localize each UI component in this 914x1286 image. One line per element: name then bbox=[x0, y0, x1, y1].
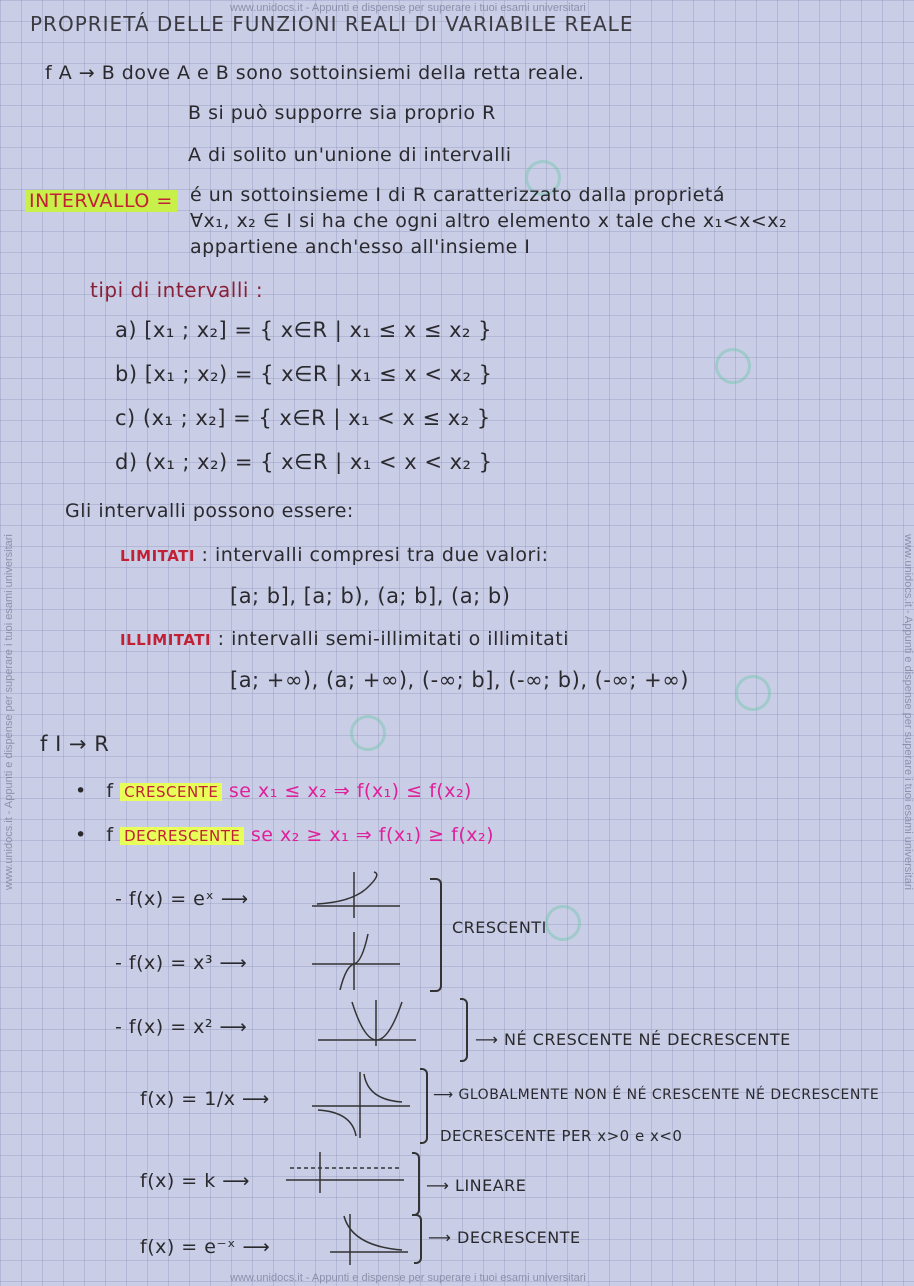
example-square: - f(x) = x² ⟶ bbox=[115, 1016, 248, 1038]
neg-exp-brace bbox=[414, 1214, 422, 1264]
illimitati-examples: [a; +∞), (a; +∞), (-∞; b], (-∞; b), (-∞; +∞) bbox=[230, 668, 689, 692]
crescente-label: CRESCENTE bbox=[120, 783, 222, 801]
graph-cube bbox=[312, 930, 402, 992]
watermark-left: www.unidocs.it - Appunti e dispense per superare i tuoi esami universitari bbox=[3, 534, 15, 890]
limitati-examples: [a; b], [a; b), (a; b], (a; b) bbox=[230, 584, 511, 608]
constant-brace bbox=[412, 1152, 420, 1216]
intervallo-def-3: appartiene anch'esso all'insieme I bbox=[190, 236, 531, 258]
watermark-stamp-icon bbox=[545, 905, 581, 941]
interval-type-a: a) [x₁ ; x₂] = { x∈R | x₁ ≤ x ≤ x₂ } bbox=[115, 318, 493, 342]
example-neg-exp: f(x) = e⁻ˣ ⟶ bbox=[140, 1236, 271, 1258]
interval-type-c: c) (x₁ ; x₂] = { x∈R | x₁ < x ≤ x₂ } bbox=[115, 406, 491, 430]
graph-reciprocal bbox=[312, 1070, 412, 1140]
graph-constant bbox=[286, 1150, 406, 1195]
watermark-stamp-icon bbox=[715, 348, 751, 384]
illimitati-label: ILLIMITATI bbox=[120, 631, 212, 649]
decrescente-label: DECRESCENTE bbox=[120, 827, 244, 845]
graph-exp bbox=[312, 870, 402, 920]
illimitati-desc: : intervalli semi-illimitati o illimitati bbox=[217, 628, 570, 650]
limitati-desc: : intervalli compresi tra due valori: bbox=[201, 544, 549, 566]
square-note: ⟶ NÉ CRESCENTE NÉ DECRESCENTE bbox=[475, 1030, 791, 1049]
watermark-stamp-icon bbox=[350, 715, 386, 751]
crescente-result: f(x₁) ≤ f(x₂) bbox=[356, 780, 472, 802]
reciprocal-decrescente-per: DECRESCENTE PER x>0 e x<0 bbox=[440, 1127, 683, 1145]
crescente-row bbox=[75, 780, 472, 802]
watermark-top: www.unidocs.it - Appunti e dispense per superare i tuoi esami universitari bbox=[230, 2, 586, 14]
reciprocal-note: ⟶ GLOBALMENTE NON É NÉ CRESCENTE NÉ DECRESCENTE bbox=[433, 1087, 880, 1103]
neg-exp-note: ⟶ DECRESCENTE bbox=[428, 1228, 581, 1247]
intervallo-def-1: é un sottoinsieme I di R caratterizzato dalla proprietá bbox=[190, 184, 725, 206]
tipi-heading: tipi di intervalli : bbox=[90, 278, 264, 302]
constant-note: ⟶ LINEARE bbox=[426, 1176, 527, 1195]
intervalli-possono: Gli intervalli possono essere: bbox=[65, 500, 354, 522]
watermark-bottom: www.unidocs.it - Appunti e dispense per superare i tuoi esami universitari bbox=[230, 1272, 586, 1284]
decrescente-result: f(x₁) ≥ f(x₂) bbox=[378, 824, 494, 846]
intervallo-label: INTERVALLO = bbox=[25, 190, 177, 212]
crescente-prefix: f bbox=[106, 780, 114, 802]
crescenti-label: CRESCENTI bbox=[452, 918, 547, 937]
intro-line-3: A di solito un'unione di intervalli bbox=[188, 144, 512, 166]
intro-line-1: f A → B dove A e B sono sottoinsiemi della retta reale. bbox=[45, 62, 585, 84]
example-cube: - f(x) = x³ ⟶ bbox=[115, 952, 248, 974]
intro-line-2: B si può supporre sia proprio R bbox=[188, 102, 496, 124]
limitati-label: LIMITATI bbox=[120, 547, 195, 565]
watermark-stamp-icon bbox=[735, 675, 771, 711]
page-title: PROPRIETÁ DELLE FUNZIONI REALI DI VARIABILE REALE bbox=[30, 12, 634, 36]
intervallo-def-2: ∀x₁, x₂ ∈ I si ha che ogni altro elemento x tale che x₁<x<x₂ bbox=[190, 210, 788, 232]
square-brace bbox=[460, 998, 468, 1062]
crescente-cond: se x₁ ≤ x₂ ⇒ bbox=[228, 780, 351, 802]
watermark-right: www.unidocs.it - Appunti e dispense per superare i tuoi esami universitari bbox=[902, 534, 914, 890]
crescenti-brace bbox=[430, 878, 442, 992]
interval-type-b: b) [x₁ ; x₂) = { x∈R | x₁ ≤ x < x₂ } bbox=[115, 362, 493, 386]
example-constant: f(x) = k ⟶ bbox=[140, 1170, 251, 1192]
decrescente-row bbox=[75, 824, 494, 846]
f-i-to-r: f I → R bbox=[40, 732, 110, 756]
decrescente-prefix: f bbox=[106, 824, 114, 846]
bullet: • bbox=[75, 780, 87, 802]
graph-neg-exp bbox=[330, 1212, 410, 1267]
example-exp: - f(x) = eˣ ⟶ bbox=[115, 888, 249, 910]
reciprocal-brace bbox=[420, 1068, 428, 1144]
graph-square bbox=[318, 998, 418, 1048]
interval-type-d: d) (x₁ ; x₂) = { x∈R | x₁ < x < x₂ } bbox=[115, 450, 493, 474]
example-reciprocal: f(x) = 1/x ⟶ bbox=[140, 1088, 270, 1110]
bullet: • bbox=[75, 824, 87, 846]
decrescente-cond: se x₂ ≥ x₁ ⇒ bbox=[250, 824, 373, 846]
